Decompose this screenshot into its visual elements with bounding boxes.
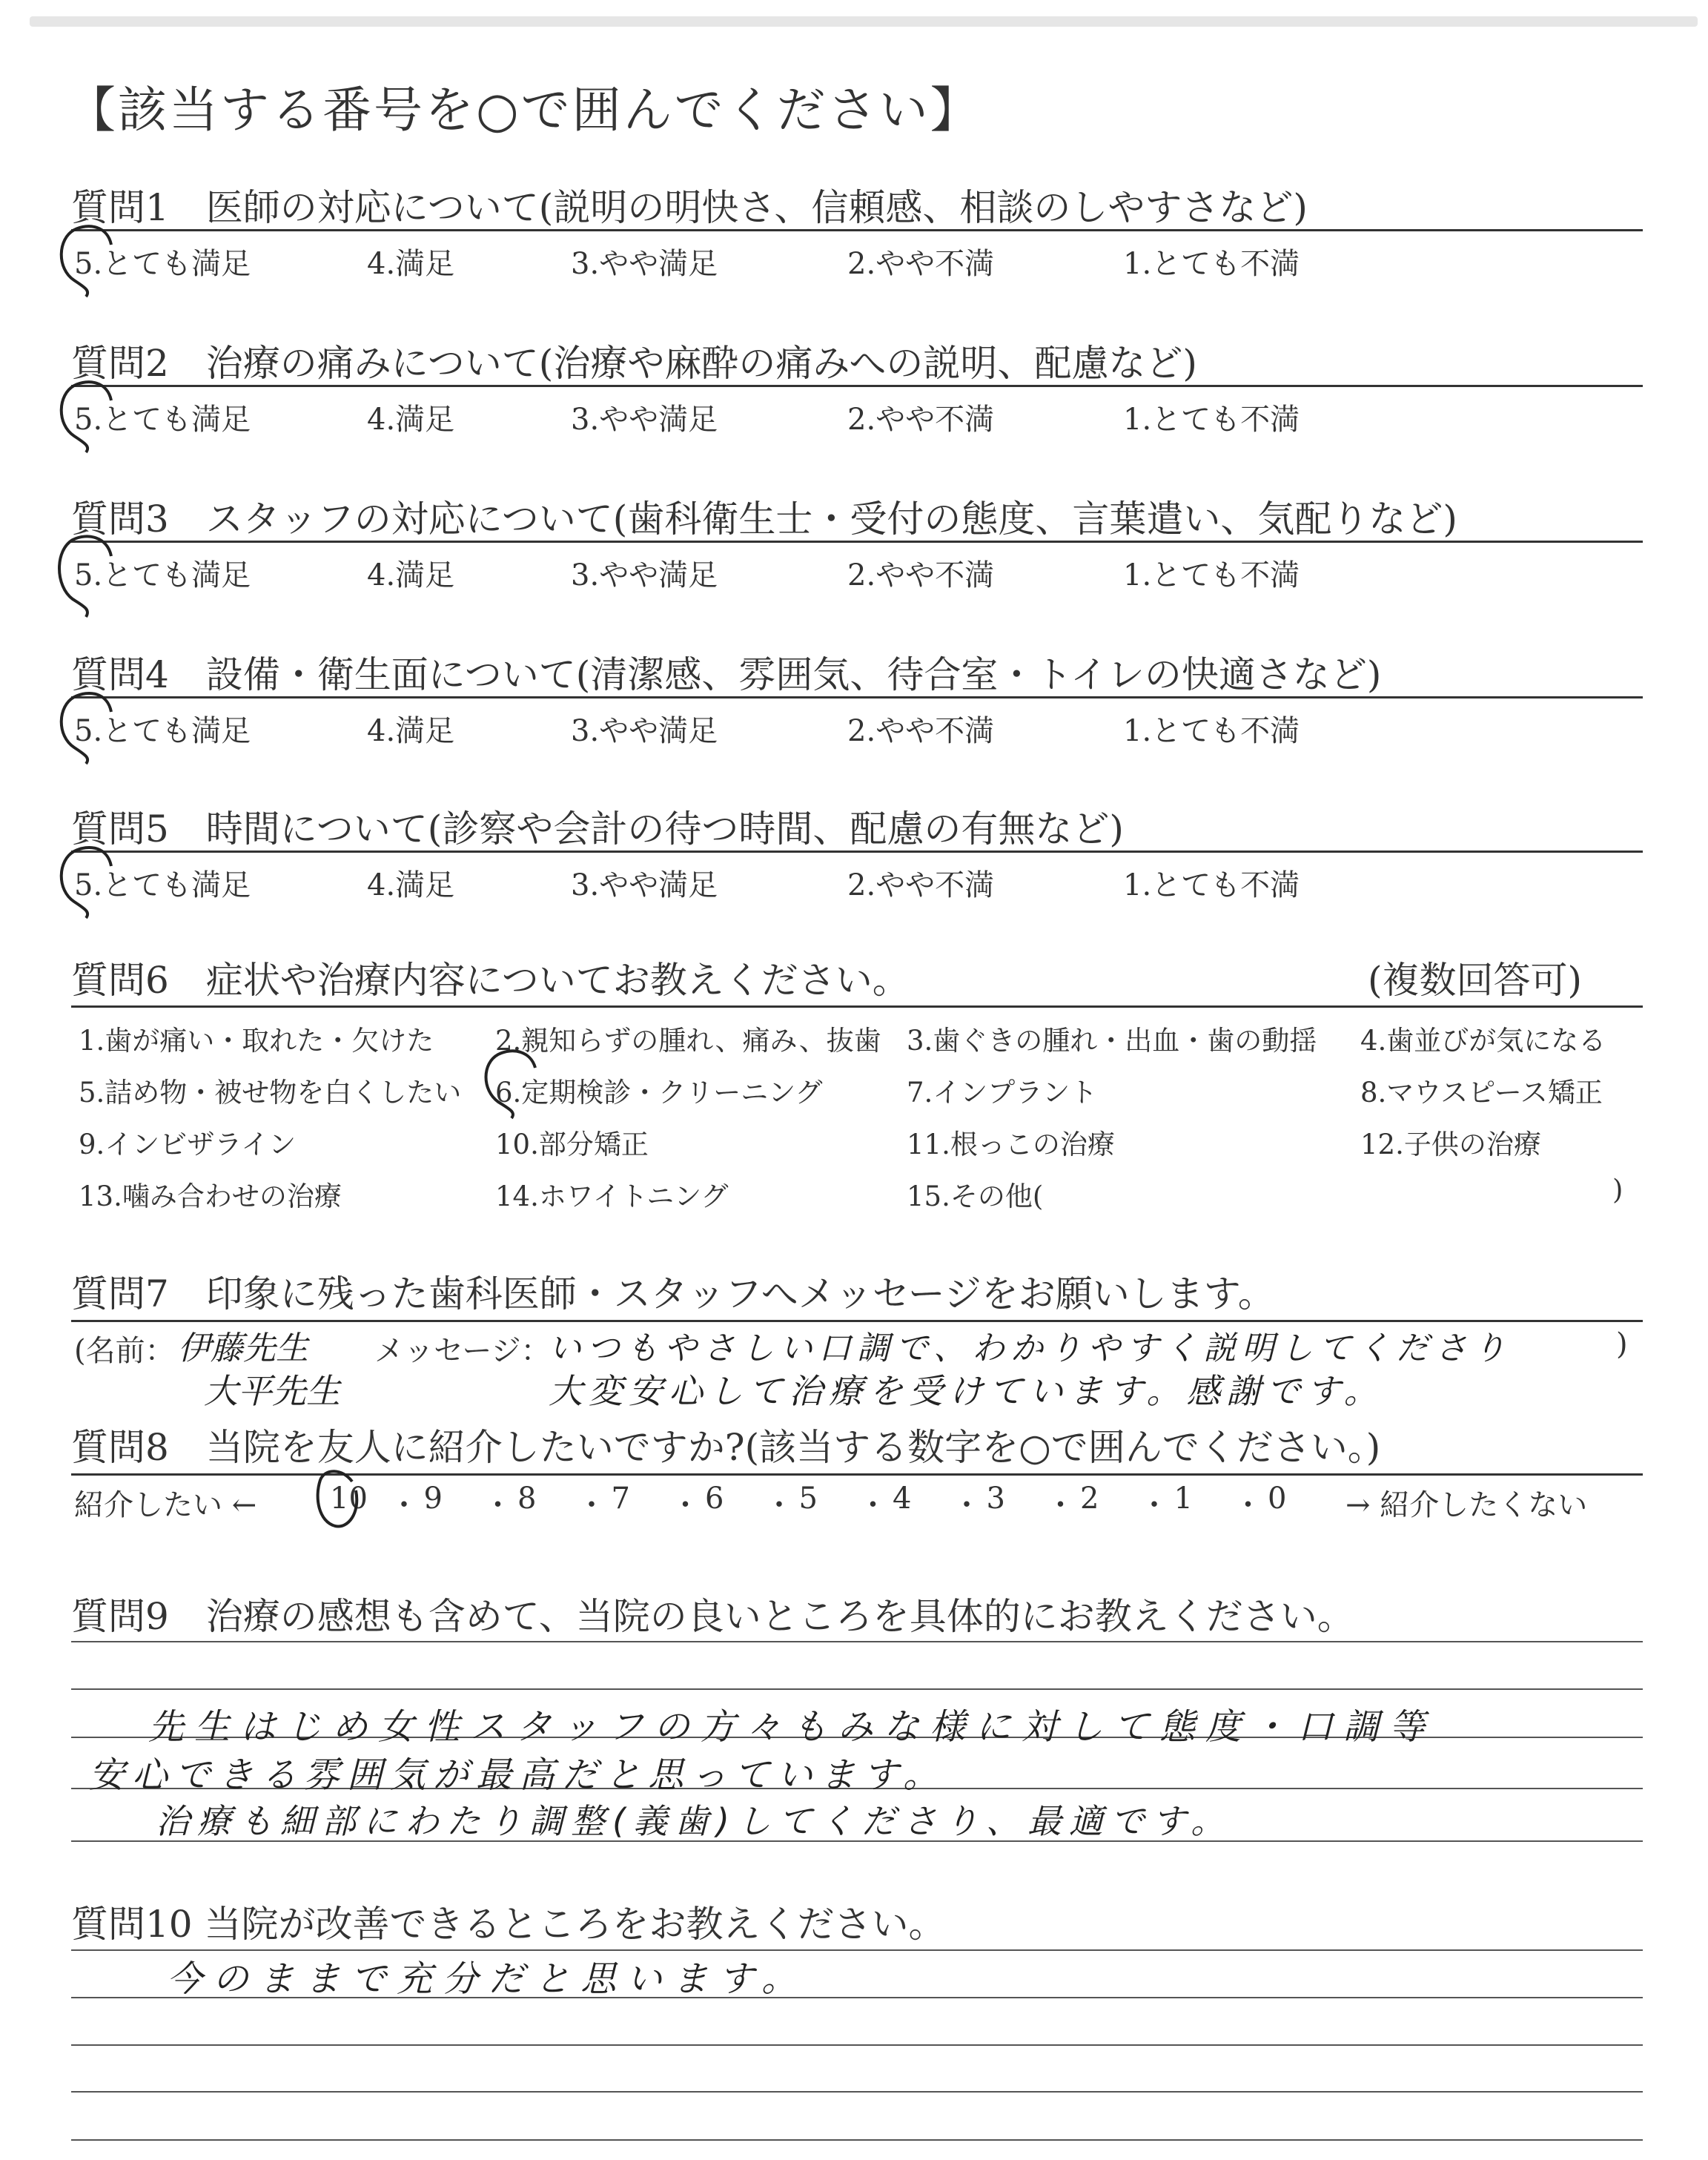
q8-scale-right: → 紹介したくない — [1345, 1488, 1588, 1522]
question-1-option-4[interactable]: 4.満足 — [367, 247, 455, 281]
q8-scale-10[interactable]: 10 — [330, 1482, 368, 1516]
question-1-option-3[interactable]: 3.やや満足 — [571, 247, 718, 281]
q6-option-13[interactable]: 13.噛み合わせの治療 — [79, 1180, 342, 1212]
q8-scale-1[interactable]: 1 — [1174, 1482, 1193, 1516]
q8-scale-separator: ・ — [1045, 1488, 1076, 1522]
q8-scale-0[interactable]: 0 — [1268, 1482, 1287, 1516]
q7-handwritten-message-2: 大変安心して治療を受けています。感謝です。 — [549, 1371, 1384, 1411]
q8-scale-4[interactable]: 4 — [893, 1482, 912, 1516]
question-1-option-1[interactable]: 1.とても不満 — [1123, 247, 1300, 281]
q2-answer-circle — [62, 382, 111, 452]
form-title: 【該当する番号を○で囲んでください】 — [67, 82, 982, 139]
q9-handwritten-line-1: 先生はじめ女性スタッフの方々もみな様に対して態度・口調等 — [148, 1706, 1436, 1748]
question-2-option-5[interactable]: 5.とても満足 — [74, 403, 251, 437]
q6-option-8[interactable]: 8.マウスピース矯正 — [1360, 1077, 1603, 1109]
question-2-option-2[interactable]: 2.やや不満 — [847, 403, 995, 437]
question-6-note: (複数回答可) — [1368, 959, 1583, 1002]
q7-handwritten-name-1: 伊藤先生 — [178, 1330, 308, 1367]
q8-scale-separator: ・ — [670, 1488, 701, 1522]
question-5-option-3[interactable]: 3.やや満足 — [571, 868, 718, 902]
q8-scale-left: 紹介したい ← — [74, 1488, 257, 1522]
question-7-label: 質問7 印象に残った歯科医師・スタッフへメッセージをお願いします。 — [71, 1272, 1275, 1315]
question-8-label: 質問8 当院を友人に紹介したいですか?(該当する数字を○で囲んでください。) — [71, 1426, 1381, 1469]
q9-handwritten-line-3: 治療も細部にわたり調整(義歯)してくださり、最適です。 — [156, 1801, 1233, 1841]
q10-handwritten-line-1: 今のままで充分だと思います。 — [167, 1958, 808, 2000]
q6-other-close-paren: ) — [1612, 1174, 1623, 1206]
q8-answer-circle — [318, 1471, 357, 1526]
q7-handwritten-message-1: いつもやさしい口調で、わかりやすく説明してくださり — [549, 1330, 1512, 1367]
question-5-option-4[interactable]: 4.満足 — [367, 868, 455, 902]
q8-scale-separator: ・ — [858, 1488, 888, 1522]
q1-answer-circle — [62, 226, 111, 297]
q6-option-4[interactable]: 4.歯並びが気になる — [1360, 1025, 1606, 1057]
question-3-option-5[interactable]: 5.とても満足 — [74, 558, 251, 592]
q8-scale-5[interactable]: 5 — [798, 1482, 818, 1516]
q6-option-14[interactable]: 14.ホワイトニング — [495, 1180, 729, 1212]
q8-scale-separator: ・ — [952, 1488, 982, 1522]
q4-answer-circle — [62, 693, 111, 764]
q8-scale-separator: ・ — [577, 1488, 606, 1522]
question-5-option-1[interactable]: 1.とても不満 — [1123, 868, 1300, 902]
q6-option-11[interactable]: 11.根っこの治療 — [907, 1129, 1115, 1160]
q8-scale-separator: ・ — [1139, 1488, 1169, 1522]
q6-option-7[interactable]: 7.インプラント — [907, 1077, 1098, 1109]
question-3-option-3[interactable]: 3.やや満足 — [571, 558, 718, 592]
question-2-option-4[interactable]: 4.満足 — [367, 403, 455, 437]
q8-scale-separator: ・ — [389, 1488, 419, 1522]
question-4-option-2[interactable]: 2.やや不満 — [847, 714, 995, 748]
question-4-option-5[interactable]: 5.とても満足 — [74, 714, 251, 748]
q6-option-12[interactable]: 12.子供の治療 — [1360, 1129, 1541, 1160]
question-5-label: 質問5 時間について(診察や会計の待つ時間、配慮の有無など) — [71, 807, 1124, 851]
q8-scale-2[interactable]: 2 — [1080, 1482, 1099, 1516]
question-3-option-2[interactable]: 2.やや不満 — [847, 558, 995, 592]
q8-scale-separator: ・ — [764, 1488, 794, 1522]
q6-option-6[interactable]: 6.定期検診・クリーニング — [495, 1077, 823, 1109]
question-2-option-1[interactable]: 1.とても不満 — [1123, 403, 1300, 437]
q8-scale-6[interactable]: 6 — [705, 1482, 724, 1516]
q6-option-2[interactable]: 2.親知らずの腫れ、痛み、抜歯 — [495, 1025, 881, 1057]
q6-option-1[interactable]: 1.歯が痛い・取れた・欠けた — [79, 1025, 434, 1057]
q9-handwritten-line-2: 安心できる雰囲気が最高だと思っています。 — [89, 1754, 947, 1796]
q7-message-prefix: メッセージ： — [374, 1334, 551, 1368]
question-2-label: 質問2 治療の痛みについて(治療や麻酔の痛みへの説明、配慮など) — [71, 342, 1197, 385]
q6-option-9[interactable]: 9.インビザライン — [79, 1129, 297, 1160]
question-1-option-2[interactable]: 2.やや不満 — [847, 247, 995, 281]
q6-option-5[interactable]: 5.詰め物・被せ物を白くしたい — [79, 1077, 462, 1109]
q3-answer-circle — [59, 536, 111, 617]
question-1-option-5[interactable]: 5.とても満足 — [74, 247, 251, 281]
question-4-option-1[interactable]: 1.とても不満 — [1123, 714, 1300, 748]
question-4-label: 質問4 設備・衛生面について(清潔感、雰囲気、待合室・トイレの快適さなど) — [71, 653, 1382, 696]
q6-option-10[interactable]: 10.部分矯正 — [495, 1129, 649, 1160]
q8-scale-3[interactable]: 3 — [986, 1482, 1005, 1516]
q8-scale-separator: ・ — [483, 1488, 513, 1522]
question-5-option-2[interactable]: 2.やや不満 — [847, 868, 995, 902]
question-3-label: 質問3 スタッフの対応について(歯科衛生士・受付の態度、言葉遣い、気配りなど) — [71, 498, 1457, 541]
question-3-option-1[interactable]: 1.とても不満 — [1123, 558, 1300, 592]
q8-scale-9[interactable]: 9 — [423, 1482, 443, 1516]
q8-scale-separator: ・ — [1233, 1488, 1263, 1522]
q8-scale-8[interactable]: 8 — [517, 1482, 537, 1516]
question-3-option-4[interactable]: 4.満足 — [367, 558, 455, 592]
q7-name-prefix: (名前： — [74, 1334, 175, 1368]
question-4-option-4[interactable]: 4.満足 — [367, 714, 455, 748]
q5-answer-circle — [62, 848, 111, 918]
question-10-label: 質問10 当院が改善できるところをお教えください。 — [71, 1903, 946, 1946]
q6-answer-circle — [486, 1051, 536, 1118]
q6-option-3[interactable]: 3.歯ぐきの腫れ・出血・歯の動揺 — [907, 1025, 1317, 1057]
question-6-label: 質問6 症状や治療内容についてお教えください。 — [71, 959, 910, 1002]
q8-scale-7[interactable]: 7 — [611, 1482, 630, 1516]
q7-close-paren: ) — [1616, 1327, 1628, 1361]
question-1-label: 質問1 医師の対応について(説明の明快さ、信頼感、相談のしやすさなど) — [71, 186, 1308, 229]
q7-handwritten-name-2: 大平先生 — [204, 1371, 340, 1411]
question-2-option-3[interactable]: 3.やや満足 — [571, 403, 718, 437]
question-5-option-5[interactable]: 5.とても満足 — [74, 868, 251, 902]
question-4-option-3[interactable]: 3.やや満足 — [571, 714, 718, 748]
question-9-label: 質問9 治療の感想も含めて、当院の良いところを具体的にお教えください。 — [71, 1595, 1354, 1638]
q6-option-15[interactable]: 15.その他( — [907, 1180, 1044, 1212]
